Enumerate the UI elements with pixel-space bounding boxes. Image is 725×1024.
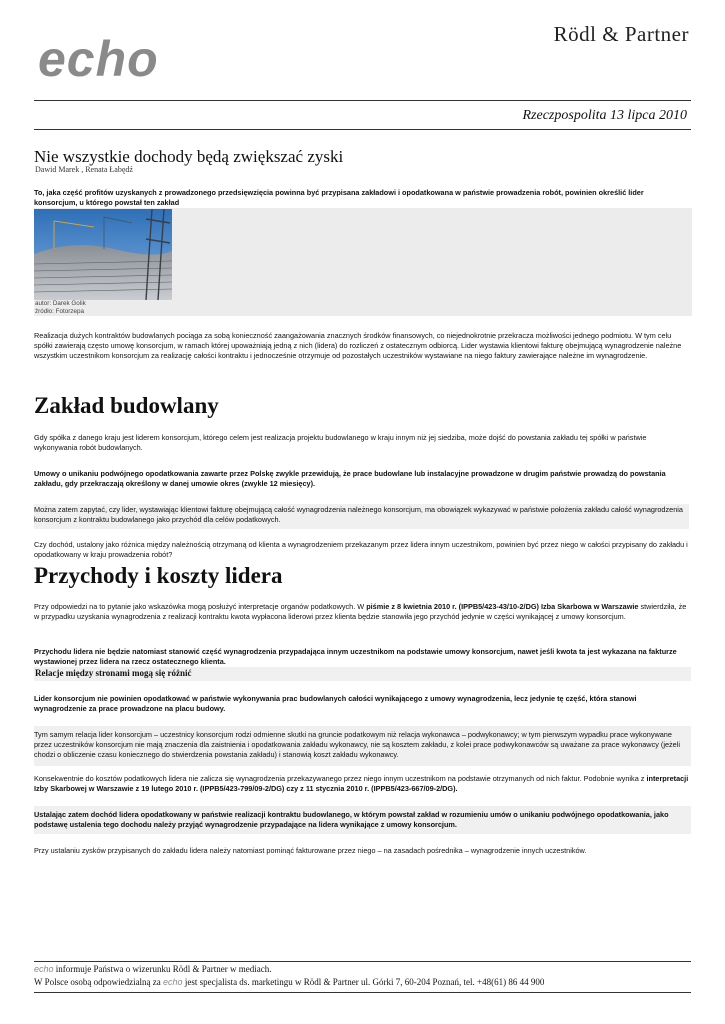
s1-paragraph-2: Umowy o unikaniu podwójnego opodatkowania zawarte przez Polskę zwykle przewidują, że prace budowlane lub instalacyjne prowadzone w drugim państwie prowadzą do powstania zakładu, gdy przekraczają określony w danej umowie okres (zwykle 12 miesięcy). <box>34 469 666 488</box>
footer-echo-2: echo <box>163 977 183 987</box>
photo-caption <box>35 300 86 316</box>
s3-paragraph-5: Przy ustalaniu zysków przypisanych do zakładu lidera należy natomiast pominąć fakturowane przez niego – na zasadach pośrednika – wynagrodzenie innych uczestników. <box>34 846 587 855</box>
s3-paragraph-4: Ustalając zatem dochód lidera opodatkowany w państwie realizacji kontraktu budowlanego, w którym powstał zakład w rozumieniu umów o unikaniu podwójnego opodatkowania, jako podstawę ustalenia tego dochodu należy przyjąć wynagrodzenie przypadające na lidera wynikające z umowy konsorcjum. <box>34 810 669 829</box>
header-rule-bottom <box>34 129 691 130</box>
s2-p1-text-a: Przy odpowiedzi na to pytanie jako wskazówka mogą posłużyć interpretacje organów podatkowych. W <box>34 602 367 611</box>
footer-echo-1: echo <box>34 964 54 974</box>
publication-date: Rzeczpospolita 13 lipca 2010 <box>522 108 687 123</box>
s3-paragraph-1: Lider konsorcjum nie powinien opodatkować w państwie wykonywania prac budowlanych całości wynikającego z umowy wynagrodzenia, lecz jedynie tę część, która stanowi wynagrodzenie za prace prowadzone na placu budowy. <box>34 694 637 713</box>
s3-paragraph-2: Tym samym relacja lider konsorcjum – uczestnicy konsorcjum rodzi odmienne skutki na gruncie podatkowym niż relacja wykonawca – podwykonawcy; w tym pierwszym wypadku prace wykonywane przez uczestników konsorcjum nie mają znaczenia dla zaistnienia i opodatkowania zakładu wykonawcy, nie są kosztem zakładu, z kolei prace podwykonawców są uważane za prace wykonawcy (jeżeli chodzi o obliczenie czasu koniecznego do stwierdzenia powstania zakładu) i stanowią koszt zakładu wykonawcy. <box>34 730 680 759</box>
article-title: Nie wszystkie dochody będą zwiększać zyski <box>34 147 344 166</box>
footer-rule-bottom <box>34 992 691 993</box>
s2-paragraph-1 <box>34 602 689 622</box>
s2-p1-text-c: stwierdziła, że w przypadku uzyskania wynagrodzenia z realizacji kontraktu kwota wypłacona liderowi przez klienta będzie stanowiła jego przychód jedynie w części wynikającej z umowy konsorcjum. <box>34 602 687 621</box>
s1-paragraph-1: Gdy spółka z danego kraju jest liderem konsorcjum, którego celem jest realizacja projektu budowlanego w kraju innym niż jej siedziba, może dojść do powstania zakładu tej spółki w państwie wykonywania robót budowlanych. <box>34 433 647 452</box>
brand-name: Rödl & Partner <box>553 22 689 46</box>
s1-paragraph-4: Czy dochód, ustalony jako różnica między należnością otrzymaną od klienta a wynagrodzeniem przekazanym przez lidera innym uczestnikom, powinien być przez niego w całości przypisany do zakładu i opodatkowany w kraju prowadzenia robót? <box>34 540 688 559</box>
section-heading-zaklad: Zakład budowlany <box>34 393 219 418</box>
intro-paragraph: Realizacja dużych kontraktów budowlanych pociąga za sobą konieczność zaangażowania znacznych środków finansowych, co niejednokrotnie przekracza możliwości jednego podmiotu. W tym celu spółki zawierają często umowę konsorcjum, w ramach której upoważniają jedną z nich (lidera) do rozliczeń z ostatecznym odbiorcą. Lider wystawia klientowi fakturę obejmującą wynagrodzenie należne wszystkim uczestnikom konsorcjum za realizację całości kontraktu i jednocześnie otrzymuje od pozostałych uczestników wystawiane na niego faktury zawierające należne im wynagrodzenie. <box>34 331 682 360</box>
footer-line-1-text: informuje Państwa o wizerunku Rödl & Partner w mediach. <box>53 964 272 974</box>
footer-line-1 <box>34 964 271 974</box>
footer-line-2-a: W Polsce osobą odpowiedzialną za <box>34 977 164 987</box>
photo-source: źródło: Fotorzepa <box>35 308 85 315</box>
header-rule-top <box>34 100 691 101</box>
stadium-photo <box>34 209 172 300</box>
s1-paragraph-3: Można zatem zapytać, czy lider, wystawiając klientowi fakturę obejmującą całość wynagrodzenia należnego konsorcjum, ma obowiązek wykazywać w państwie położenia zakładu całość wynagrodzenia konsorcjum z kontraktu budowlanego jako przychód dla celów podatkowych. <box>34 504 689 529</box>
s3-paragraph-3 <box>34 774 689 794</box>
subheading-relacje: Relacje między stronami mogą się różnić <box>35 668 192 678</box>
article-lead: To, jaka część profitów uzyskanych z prowadzonego przedsięwzięcia powinna być przypisana zakładowi i opodatkowana w państwie prowadzenia robót, powinien określić lider konsorcjum, u którego powstał ten zakład <box>34 188 644 207</box>
section-heading-przychody: Przychody i koszty lidera <box>34 563 283 588</box>
footer-line-2 <box>34 977 544 987</box>
s2-p1-citation: piśmie z 8 kwietnia 2010 r. (IPPB5/423-43/10-2/DG) Izba Skarbowa w Warszawie <box>366 602 639 611</box>
s3-p3-text-a: Konsekwentnie do kosztów podatkowych lidera nie zalicza się wynagrodzenia przekazywanego przez niego innym uczestnikom na podstawie otrzymanych od nich faktur. Podobnie wynika z <box>34 774 647 783</box>
footer-line-2-b: jest specjalista ds. marketingu w Rödl & Partner ul. Górki 7, 60-204 Poznań, tel. +48(61) 86 44 900 <box>182 977 545 987</box>
s3-p3-citation: interpretacji Izby Skarbowej w Warszawie z 19 lutego 2010 r. (IPPB5/423-799/09-2/DG) czy z 11 stycznia 2010 r. (IPPB5/423-667/09-2/DG). <box>34 774 689 793</box>
s2-paragraph-2: Przychodu lidera nie będzie natomiast stanowić część wynagrodzenia przypadająca innym uczestnikom na podstawie umowy konsorcjum, nawet jeśli kwota ta jest wykazana na fakturze wystawionej przez lidera na rzecz ostatecznego klienta. <box>34 647 677 666</box>
footer-rule <box>34 961 691 962</box>
photo-author: autor: Darek Golik <box>35 300 86 307</box>
echo-logo: echo <box>38 31 159 87</box>
article-authors: Dawid Marek , Renata Łabędź <box>35 165 133 174</box>
